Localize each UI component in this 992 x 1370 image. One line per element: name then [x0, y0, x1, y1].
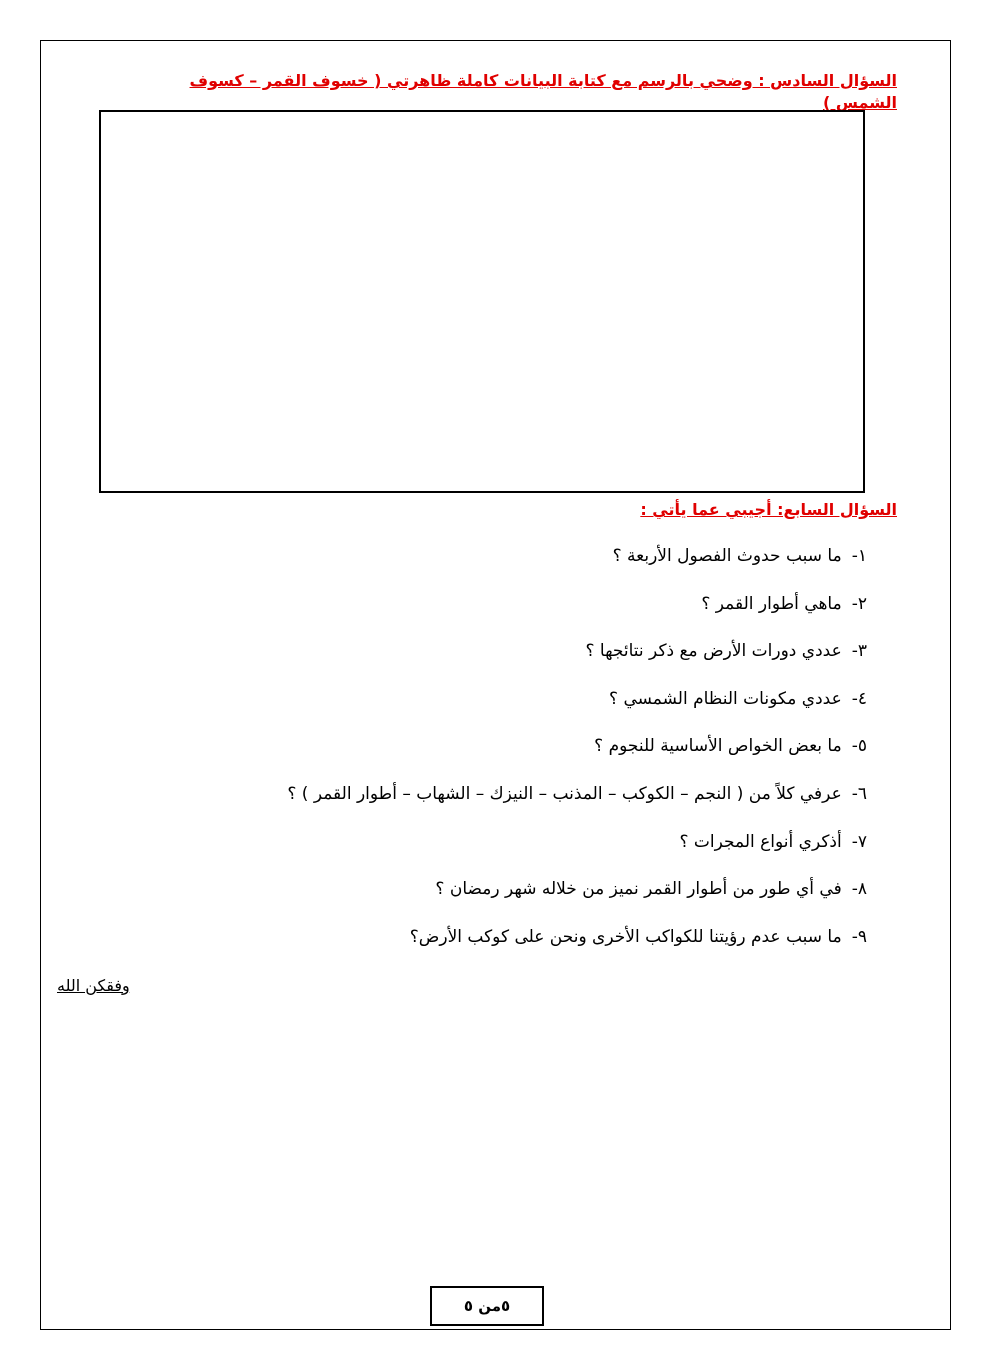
question-number: ١-: [851, 546, 867, 566]
question-text: ما سبب عدم رؤيتنا للكواكب الأخرى ونحن على كوكب الأرض؟: [409, 926, 842, 947]
question-item-2: [107, 588, 867, 636]
question-number: ٢-: [851, 593, 867, 614]
question-text: في أي طور من أطوار القمر نميز من خلاله شهر رمضان ؟: [435, 879, 842, 900]
question-text: ما بعض الخواص الأساسية للنجوم ؟: [594, 736, 842, 757]
question-text: عرفي كلاً من ( النجم – الكوكب – المذنب – النيزك – الشهاب – أطوار القمر ) ؟: [287, 783, 842, 804]
question-item-9: [107, 921, 867, 969]
drawing-answer-box[interactable]: [99, 110, 865, 493]
question-item-5: [107, 730, 867, 778]
question-number: ٩-: [851, 926, 867, 947]
question-text: ما سبب حدوث الفصول الأربعة ؟: [612, 546, 842, 566]
question-item-7: [107, 826, 867, 874]
question-number: ٧-: [851, 831, 867, 852]
question-number: ٤-: [851, 688, 867, 709]
question-item-1: [107, 540, 867, 588]
question-item-6: [107, 778, 867, 826]
question-list: [107, 540, 867, 968]
question-number: ٨-: [851, 879, 867, 900]
question-text: عددي مكونات النظام الشمسي ؟: [609, 688, 842, 709]
question-6-heading: السؤال السادس : وضحي بالرسم مع كتابة البيانات كاملة ظاهرتي ( خسوف القمر – كسوف الشمس ): [189, 71, 897, 112]
closing-wish: وفقكن الله: [57, 976, 130, 995]
question-number: ٣-: [851, 641, 867, 662]
question-number: ٥-: [851, 736, 867, 757]
question-text: ماهي أطوار القمر ؟: [701, 593, 842, 614]
question-item-3: [107, 635, 867, 683]
page-number: ٥من ٥: [463, 1297, 511, 1315]
question-text: أذكري أنواع المجرات ؟: [679, 831, 842, 852]
page-number-box: [430, 1286, 544, 1326]
question-item-8: [107, 873, 867, 921]
question-item-4: [107, 683, 867, 731]
question-text: عددي دورات الأرض مع ذكر نتائجها ؟: [585, 641, 842, 662]
question-number: ٦-: [851, 783, 867, 804]
question-7-heading: السؤال السابع: أجيبي عما يأتي :: [640, 500, 897, 519]
